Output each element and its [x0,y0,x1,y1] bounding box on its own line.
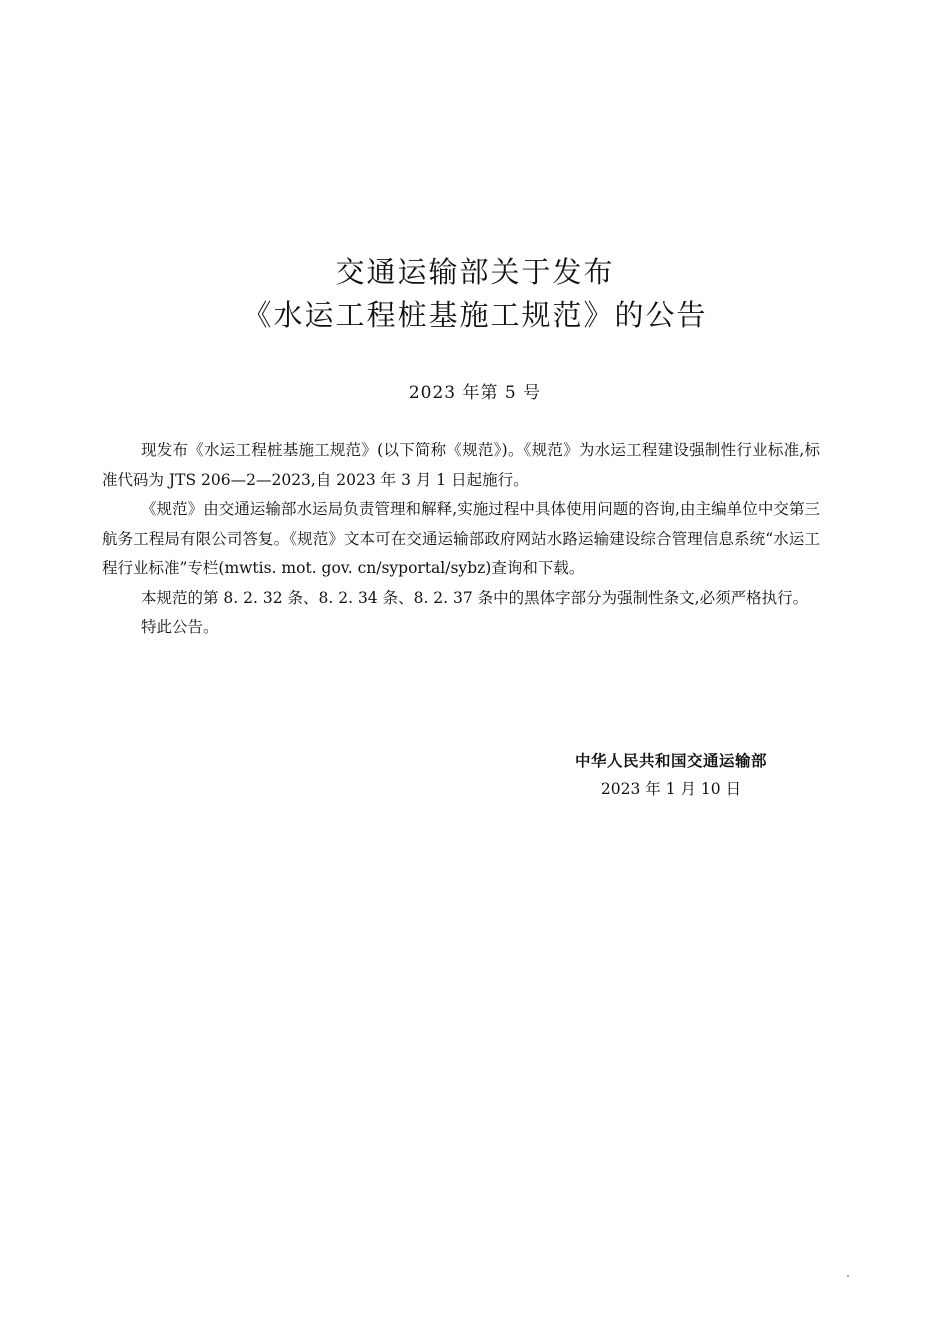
paragraph-publication: 现发布《水运工程桩基施工规范》(以下简称《规范》)。《规范》为水运工程建设强制性行业标准,标准代码为 JTS 206—2—2023,自 2023 年 3 月 1 日起施行。 [102,441,820,489]
document-number: 2023 年第 5 号 [408,383,542,403]
notice-title-line-2: 《水运工程桩基施工规范》的公告 [242,298,708,332]
issuing-organization: 中华人民共和国交通运输部 [574,752,767,770]
paragraph-mandatory-clauses: 本规范的第 8. 2. 32 条、8. 2. 34 条、8. 2. 37 条中的黑体字部分为强制性条文,必须严格执行。 [141,588,809,607]
scan-speck [847,1275,849,1277]
issue-date: 2023 年 1 月 10 日 [600,780,742,798]
paragraph-management: 《规范》由交通运输部水运局负责管理和解释,实施过程中具体使用问题的咨询,由主编单位中交第三航务工程局有限公司答复。《规范》文本可在交通运输部政府网站水路运输建设综合管理信息系统“水运工程行业标准”专栏(mwtis. mot. gov. cn/syportal/sybz)查询和下载。 [102,500,820,577]
notice-title-line-1: 交通运输部关于发布 [335,255,615,289]
notice-body [102,436,820,643]
signature-block [556,747,786,803]
paragraph-closing: 特此公告。 [141,618,219,636]
